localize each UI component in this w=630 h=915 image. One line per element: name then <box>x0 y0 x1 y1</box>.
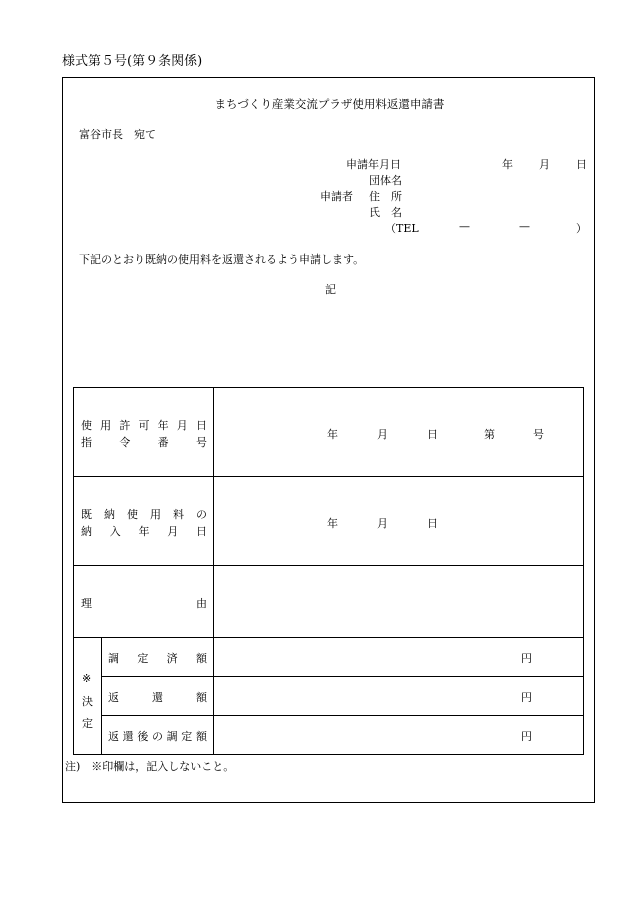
form-title: まちづくり産業交流プラザ使用料返還申請書 <box>214 97 445 111</box>
payment-date-field[interactable] <box>214 477 582 564</box>
post-refund-amount-label: 返 還 後 の 調 定 額 <box>108 730 207 743</box>
row2-label-line1: 既 納 使 用 料 の <box>81 508 207 521</box>
row1-label-line2: 指 令 番 号 <box>81 436 207 449</box>
row1-go-unit: 号 <box>533 428 544 441</box>
tel-open: （TEL <box>385 222 419 235</box>
row1-year-unit: 年 <box>327 428 338 441</box>
refund-amount-label: 返 還 額 <box>108 691 207 704</box>
reason-label: 理 由 <box>81 597 207 610</box>
row1-dai-unit: 第 <box>484 428 495 441</box>
tel-close: ） <box>576 222 587 235</box>
name-label: 氏 名 <box>369 206 402 219</box>
form-number: 様式第５号(第９条関係) <box>62 54 203 69</box>
decision-mark: ※ <box>82 672 92 685</box>
tel-dash-1: — <box>459 220 470 233</box>
applicant-label: 申請者 <box>320 190 353 203</box>
assessed-amount-label: 調 定 済 額 <box>108 652 207 665</box>
date-label: 申請年月日 <box>346 158 401 171</box>
tel-dash-2: — <box>519 220 530 233</box>
row1-label-line1: 使 用 許 可 年 月 日 <box>81 419 207 432</box>
row1-month-unit: 月 <box>377 428 388 441</box>
reason-field[interactable] <box>214 566 582 636</box>
permit-date-number-field[interactable] <box>214 388 582 475</box>
row2-day-unit: 日 <box>427 517 438 530</box>
row2-month-unit: 月 <box>377 517 388 530</box>
address-label: 住 所 <box>369 190 402 203</box>
org-label: 団体名 <box>369 174 402 187</box>
post-refund-amount-unit: 円 <box>521 730 532 743</box>
decision-char-1: 決 <box>82 695 93 708</box>
row2-year-unit: 年 <box>327 517 338 530</box>
application-form <box>62 77 595 803</box>
date-month-unit: 月 <box>539 158 550 171</box>
decision-char-2: 定 <box>82 717 93 730</box>
date-day-unit: 日 <box>576 158 587 171</box>
statement: 下記のとおり既納の使用料を返還されるよう申請します。 <box>79 253 365 266</box>
row1-day-unit: 日 <box>427 428 438 441</box>
refund-amount-unit: 円 <box>521 691 532 704</box>
ki-mark: 記 <box>325 283 336 296</box>
date-year-unit: 年 <box>502 158 513 171</box>
assessed-amount-unit: 円 <box>521 652 532 665</box>
addressee: 富谷市長 宛て <box>79 128 156 141</box>
note: 注) ※印欄は，記入しないこと。 <box>65 760 235 773</box>
row2-label-line2: 納 入 年 月 日 <box>81 525 207 538</box>
